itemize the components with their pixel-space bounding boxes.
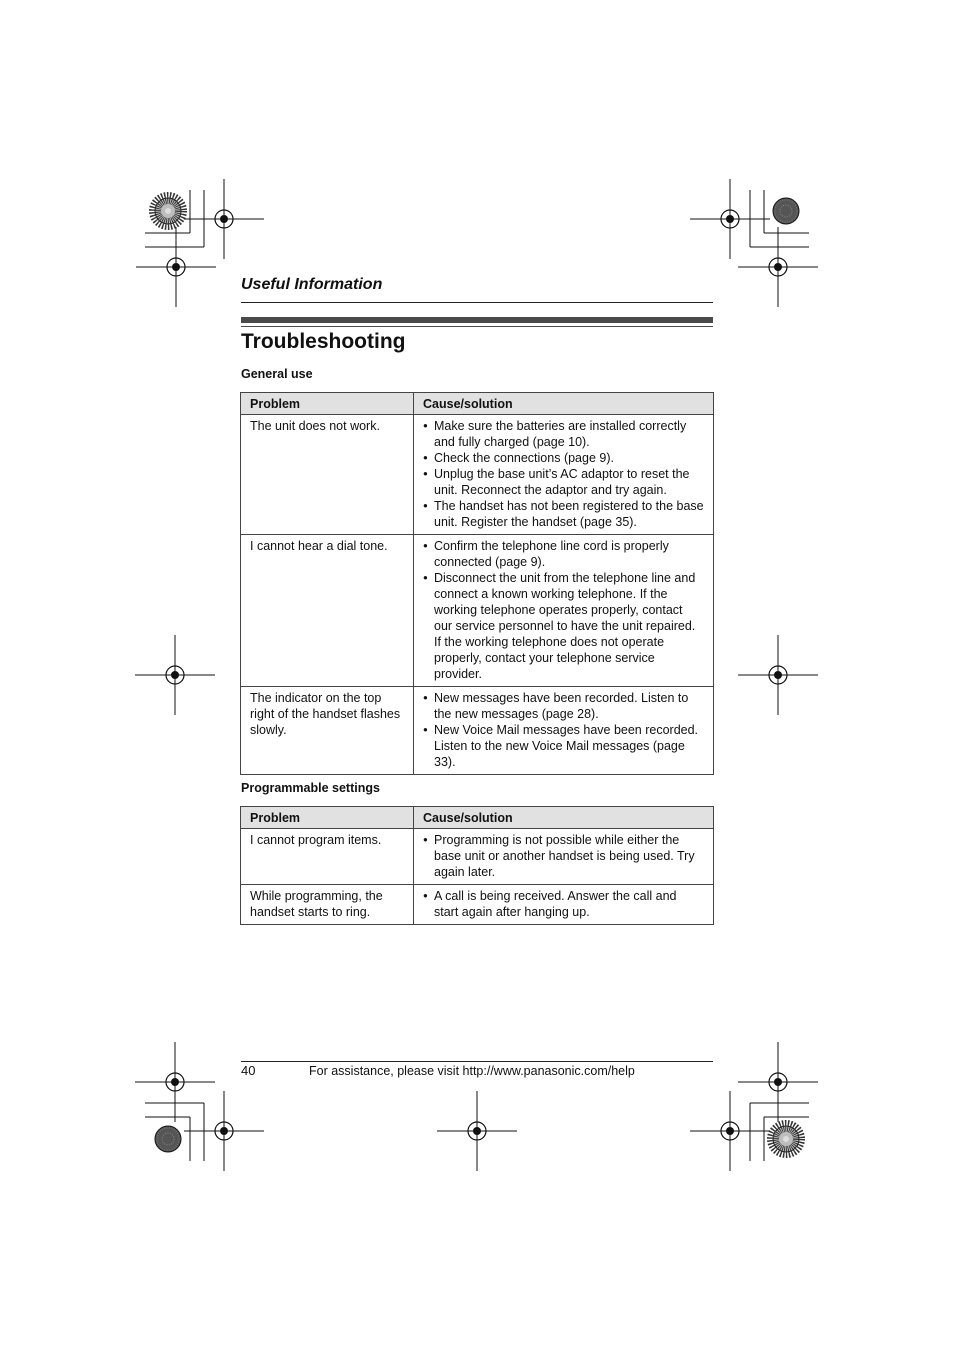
cause-list bbox=[423, 832, 704, 880]
cause-solution-cell bbox=[414, 885, 714, 925]
cause-item: ● Disconnect the unit from the telephone line and connect a known working telephone. If the working telephone operates properly, contact our service personnel to have the unit repaired. If the working telephone does not operate properly, contact your telephone service provider. bbox=[423, 570, 704, 682]
column-header-cause-solution: Cause/solution bbox=[414, 807, 714, 829]
cause-item: ● A call is being received. Answer the call and start again after hanging up. bbox=[423, 888, 704, 920]
section-header: Useful Information bbox=[241, 276, 383, 293]
footer-divider bbox=[241, 1061, 713, 1062]
cause-item: ● The handset has not been registered to the base unit. Register the handset (page 35). bbox=[423, 498, 704, 530]
column-header-problem: Problem bbox=[241, 807, 414, 829]
table-row bbox=[241, 885, 714, 925]
programmable-settings-table bbox=[240, 806, 714, 925]
cause-item: ● Check the connections (page 9). bbox=[423, 450, 704, 466]
cause-list bbox=[423, 888, 704, 920]
general-use-table bbox=[240, 392, 714, 775]
table-row bbox=[241, 415, 714, 535]
cause-list bbox=[423, 690, 704, 770]
problem-cell: I cannot hear a dial tone. bbox=[241, 535, 414, 687]
cause-item: ● Confirm the telephone line cord is properly connected (page 9). bbox=[423, 538, 704, 570]
cause-item: ● Unplug the base unit’s AC adaptor to reset the unit. Reconnect the adaptor and try again. bbox=[423, 466, 704, 498]
problem-cell: The indicator on the top right of the handset flashes slowly. bbox=[241, 687, 414, 775]
table-row bbox=[241, 829, 714, 885]
table-row bbox=[241, 535, 714, 687]
title-bar bbox=[241, 317, 713, 323]
cause-solution-cell bbox=[414, 535, 714, 687]
problem-cell: While programming, the handset starts to ring. bbox=[241, 885, 414, 925]
page-number: 40 bbox=[241, 1063, 256, 1078]
cause-solution-cell bbox=[414, 415, 714, 535]
footer-assistance-text: For assistance, please visit http://www.panasonic.com/help bbox=[309, 1064, 635, 1078]
programmable-settings-heading: Programmable settings bbox=[241, 781, 380, 795]
general-use-heading: General use bbox=[241, 367, 313, 381]
problem-cell: I cannot program items. bbox=[241, 829, 414, 885]
section-divider bbox=[241, 302, 713, 303]
table-header-row bbox=[241, 807, 714, 829]
cause-item: ● New Voice Mail messages have been recorded. Listen to the new Voice Mail messages (page 33). bbox=[423, 722, 704, 770]
table-header-row bbox=[241, 393, 714, 415]
problem-cell: The unit does not work. bbox=[241, 415, 414, 535]
title-divider bbox=[241, 326, 713, 327]
table-row bbox=[241, 687, 714, 775]
cause-item: ● Make sure the batteries are installed correctly and fully charged (page 10). bbox=[423, 418, 704, 450]
column-header-cause-solution: Cause/solution bbox=[414, 393, 714, 415]
column-header-problem: Problem bbox=[241, 393, 414, 415]
cause-item: ● Programming is not possible while either the base unit or another handset is being used. Try again later. bbox=[423, 832, 704, 880]
cause-list bbox=[423, 538, 704, 682]
cause-solution-cell bbox=[414, 687, 714, 775]
page-title: Troubleshooting bbox=[241, 330, 406, 353]
cause-item: ● New messages have been recorded. Listen to the new messages (page 28). bbox=[423, 690, 704, 722]
cause-solution-cell bbox=[414, 829, 714, 885]
cause-list bbox=[423, 418, 704, 530]
